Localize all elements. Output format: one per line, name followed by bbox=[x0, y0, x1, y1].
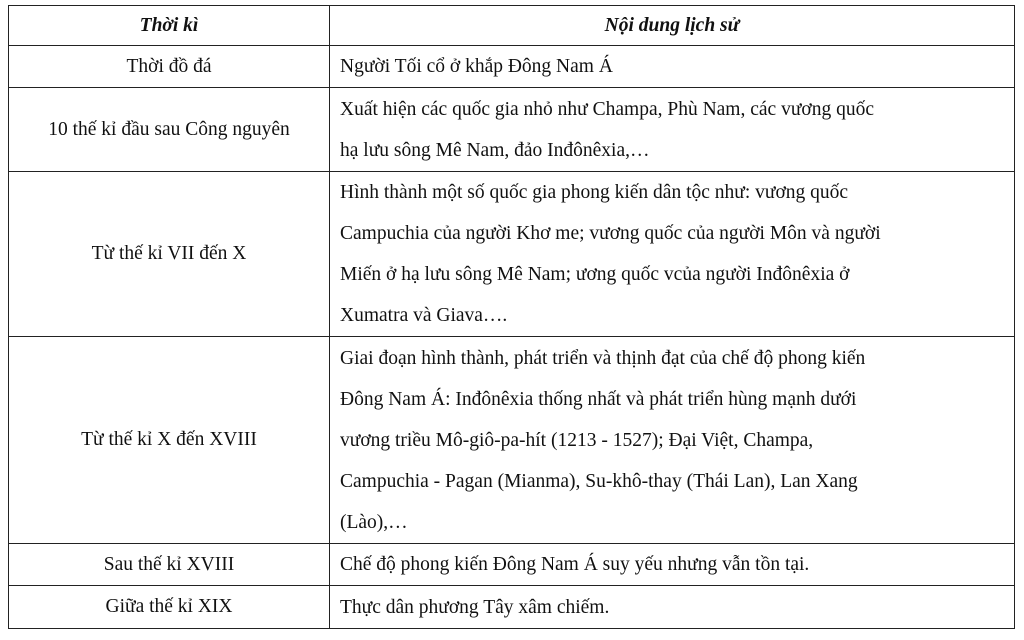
content-cell bbox=[330, 337, 1015, 544]
period-cell: Giữa thế kỉ XIX bbox=[9, 586, 330, 629]
content-line: Đông Nam Á: Inđônêxia thống nhất và phát triển hùng mạnh dưới bbox=[340, 388, 857, 410]
content-line: Người Tối cổ ở khắp Đông Nam Á bbox=[340, 56, 613, 77]
content-cell bbox=[330, 544, 1015, 586]
period-cell: Sau thế kỉ XVIII bbox=[9, 544, 330, 586]
table-row bbox=[9, 337, 1015, 544]
content-cell bbox=[330, 46, 1015, 88]
content-line: Xumatra và Giava…. bbox=[340, 305, 508, 326]
period-cell: Từ thế kỉ X đến XVIII bbox=[9, 337, 330, 544]
content-line: Xuất hiện các quốc gia nhỏ như Champa, Phù Nam, các vương quốc bbox=[340, 98, 874, 120]
content-line: Chế độ phong kiến Đông Nam Á suy yếu nhưng vẫn tồn tại. bbox=[340, 554, 810, 575]
content-cell bbox=[330, 586, 1015, 629]
content-line: Thực dân phương Tây xâm chiếm. bbox=[340, 596, 610, 618]
table-row bbox=[9, 586, 1015, 629]
content-column-header: Nội dung lịch sử bbox=[330, 6, 1015, 46]
table-row bbox=[9, 46, 1015, 88]
period-cell: Thời đồ đá bbox=[9, 46, 330, 88]
content-line: Campuchia - Pagan (Mianma), Su-khô-thay (Thái Lan), Lan Xang bbox=[340, 470, 858, 492]
header-row bbox=[9, 6, 1015, 46]
content-line: Campuchia của người Khơ me; vương quốc của người Môn và người bbox=[340, 223, 881, 244]
table-row bbox=[9, 172, 1015, 337]
content-line: Miến ở hạ lưu sông Mê Nam; ương quốc vcủa người Inđônêxia ở bbox=[340, 264, 850, 285]
content-line: hạ lưu sông Mê Nam, đảo Inđônêxia,… bbox=[340, 139, 650, 161]
content-line: (Lào),… bbox=[340, 511, 408, 533]
period-cell: Từ thế kỉ VII đến X bbox=[9, 172, 330, 337]
content-cell bbox=[330, 88, 1015, 172]
table-row bbox=[9, 88, 1015, 172]
period-cell: 10 thế kỉ đầu sau Công nguyên bbox=[9, 88, 330, 172]
content-line: Hình thành một số quốc gia phong kiến dân tộc như: vương quốc bbox=[340, 182, 849, 203]
history-table bbox=[8, 5, 1015, 629]
period-column-header: Thời kì bbox=[9, 6, 330, 46]
content-line: vương triều Mô-giô-pa-hít (1213 - 1527); Đại Việt, Champa, bbox=[340, 429, 814, 451]
content-cell bbox=[330, 172, 1015, 337]
content-line: Giai đoạn hình thành, phát triển và thịnh đạt của chế độ phong kiến bbox=[340, 347, 866, 369]
table-row bbox=[9, 544, 1015, 586]
